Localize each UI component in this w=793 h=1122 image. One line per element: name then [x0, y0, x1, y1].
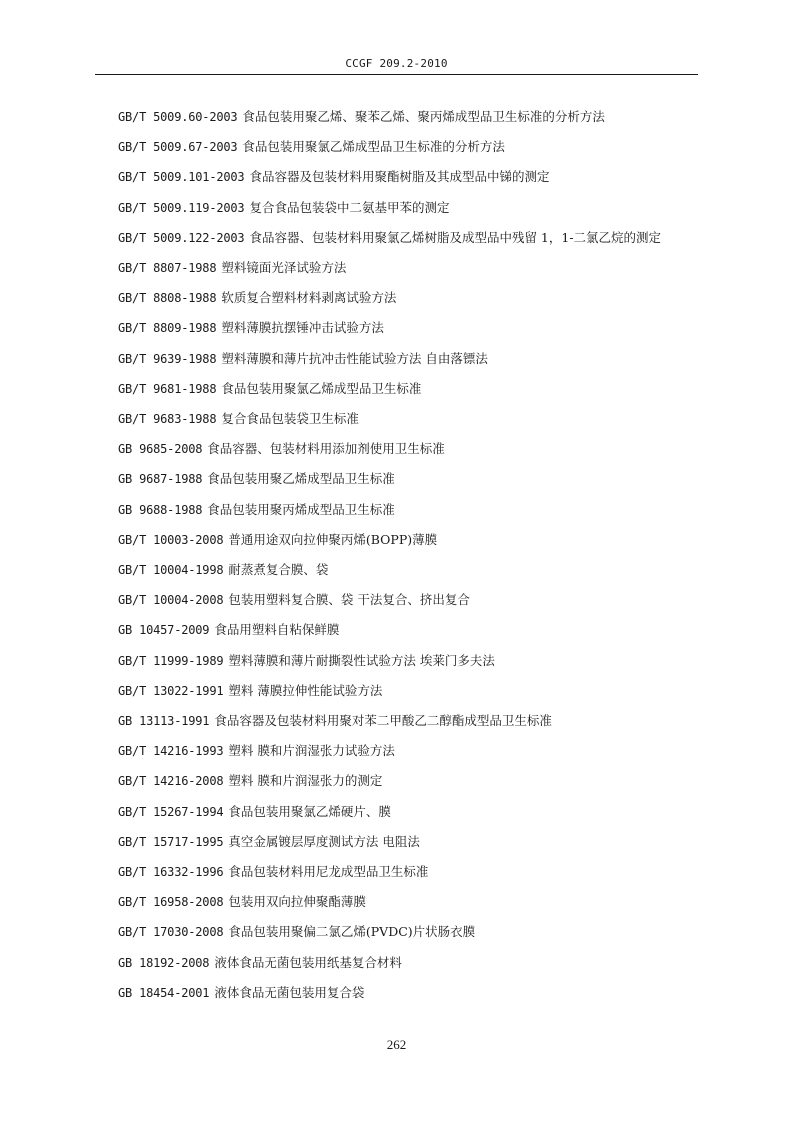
standard-list-item: [95, 797, 698, 827]
standard-title: 食品包装用聚氯乙烯成型品卫生标准: [221, 380, 422, 396]
standard-code: GB/T 5009.101-2003: [118, 170, 245, 185]
standard-list-item: [95, 464, 698, 494]
standard-title: 塑料薄膜和薄片耐撕裂性试验方法 埃莱门多夫法: [228, 652, 495, 668]
standard-title: 食品容器、包装材料用聚氯乙烯树脂及成型品中残留 1，1-二氯乙烷的测定: [249, 229, 662, 245]
standard-list-item: [95, 857, 698, 887]
standard-code: GB/T 16958-2008: [118, 895, 224, 910]
standard-list-item: [95, 434, 698, 464]
standard-code: GB/T 14216-1993: [118, 744, 224, 759]
standard-code: GB 13113-1991: [118, 714, 210, 729]
standard-code: GB/T 10004-1998: [118, 563, 224, 578]
standard-code: GB/T 9639-1988: [118, 351, 217, 366]
standard-list-item: [95, 827, 698, 857]
standard-title: 食品包装用聚乙烯成型品卫生标准: [207, 471, 395, 487]
standard-list-item: [95, 887, 698, 917]
standard-list-item: [95, 948, 698, 978]
standard-code: GB 18192-2008: [118, 955, 210, 970]
standard-title: 食品容器及包装材料用聚对苯二甲酸乙二醇酯成型品卫生标准: [214, 713, 552, 729]
standard-code: GB/T 9681-1988: [118, 381, 217, 396]
standard-title: 食品用塑料自粘保鲜膜: [214, 622, 340, 638]
standard-list-item: [95, 555, 698, 585]
standard-code: GB 9685-2008: [118, 442, 203, 457]
standard-code: GB/T 9683-1988: [118, 412, 217, 427]
standard-code: GB/T 11999-1989: [118, 653, 224, 668]
standard-title: 包装用塑料复合膜、袋 干法复合、挤出复合: [228, 592, 470, 608]
standard-list-item: [95, 313, 698, 343]
standard-code: GB/T 14216-2008: [118, 774, 224, 789]
standard-title: 塑料薄膜和薄片抗冲击性能试验方法 自由落镖法: [221, 350, 488, 366]
standard-code: GB/T 16332-1996: [118, 865, 224, 880]
standard-title: 食品容器、包装材料用添加剂使用卫生标准: [207, 441, 445, 457]
standard-title: 液体食品无菌包装用纸基复合材料: [214, 954, 402, 970]
standard-title: 食品包装材料用尼龙成型品卫生标准: [228, 864, 429, 880]
document-code: CCGF 209.2-2010: [345, 57, 448, 70]
standard-list-item: [95, 766, 698, 796]
standard-list-item: [95, 525, 698, 555]
standard-code: GB/T 15717-1995: [118, 834, 224, 849]
standard-title: 真空金属镀层厚度测试方法 电阻法: [228, 833, 420, 849]
standard-code: GB/T 5009.67-2003: [118, 140, 238, 155]
standard-code: GB 9688-1988: [118, 502, 203, 517]
standard-code: GB/T 10004-2008: [118, 593, 224, 608]
page-number: 262: [386, 1037, 407, 1052]
standard-code: GB/T 15267-1994: [118, 804, 224, 819]
standard-code: GB 18454-2001: [118, 985, 210, 1000]
standard-list-item: [95, 102, 698, 132]
standard-title: 塑料薄膜抗摆锤冲击试验方法: [221, 320, 384, 336]
standard-title: 耐蒸煮复合膜、袋: [228, 562, 329, 578]
standard-title: 食品包装用聚偏二氯乙烯(PVDC)片状肠衣膜: [228, 924, 476, 940]
standard-list-item: [95, 404, 698, 434]
standard-code: GB/T 5009.119-2003: [118, 200, 245, 215]
standard-code: GB/T 8809-1988: [118, 321, 217, 336]
standard-list-item: [95, 646, 698, 676]
standard-title: 塑料 膜和片润湿张力试验方法: [228, 743, 395, 759]
standard-title: 包装用双向拉伸聚酯薄膜: [228, 894, 366, 910]
standard-title: 软质复合塑料材料剥离试验方法: [221, 290, 397, 306]
standard-title: 塑料镜面光泽试验方法: [221, 260, 347, 276]
standard-title: 塑料 膜和片润湿张力的测定: [228, 773, 383, 789]
standard-title: 食品包装用聚氯乙烯成型品卫生标准的分析方法: [242, 139, 505, 155]
standard-title: 普通用途双向拉伸聚丙烯(BOPP)薄膜: [228, 531, 438, 547]
standard-list-item: [95, 676, 698, 706]
standard-title: 食品包装用聚氯乙烯硬片、膜: [228, 803, 391, 819]
standard-list-item: [95, 917, 698, 947]
page-header: [95, 56, 698, 75]
standard-list-item: [95, 253, 698, 283]
standard-code: GB/T 10003-2008: [118, 532, 224, 547]
standard-list-item: [95, 585, 698, 615]
standards-list: [95, 102, 698, 1008]
standard-code: GB/T 5009.60-2003: [118, 110, 238, 124]
standard-title: 食品容器及包装材料用聚酯树脂及其成型品中锑的测定: [249, 169, 550, 185]
standard-list-item: [95, 132, 698, 162]
standard-code: GB 9687-1988: [118, 472, 203, 487]
standard-code: GB 10457-2009: [118, 623, 210, 638]
standard-code: GB/T 5009.122-2003: [118, 230, 245, 245]
standard-code: GB/T 17030-2008: [118, 925, 224, 940]
standard-title: 液体食品无菌包装用复合袋: [214, 984, 365, 1000]
standard-title: 塑料 薄膜拉伸性能试验方法: [228, 682, 383, 698]
standard-list-item: [95, 193, 698, 223]
standard-code: GB/T 8807-1988: [118, 261, 217, 276]
standard-list-item: [95, 736, 698, 766]
standard-title: 复合食品包装袋卫生标准: [221, 411, 359, 427]
standard-code: GB/T 8808-1988: [118, 291, 217, 306]
standard-title: 食品包装用聚乙烯、聚苯乙烯、聚丙烯成型品卫生标准的分析方法: [242, 109, 605, 124]
standard-list-item: [95, 495, 698, 525]
standard-list-item: [95, 162, 698, 192]
standard-code: GB/T 13022-1991: [118, 683, 224, 698]
standard-list-item: [95, 344, 698, 374]
standard-list-item: [95, 706, 698, 736]
standard-title: 食品包装用聚丙烯成型品卫生标准: [207, 501, 395, 517]
standard-list-item: [95, 615, 698, 645]
standard-title: 复合食品包装袋中二氨基甲苯的测定: [249, 199, 450, 215]
standard-list-item: [95, 223, 698, 253]
standard-list-item: [95, 374, 698, 404]
standard-list-item: [95, 978, 698, 1008]
standard-list-item: [95, 283, 698, 313]
